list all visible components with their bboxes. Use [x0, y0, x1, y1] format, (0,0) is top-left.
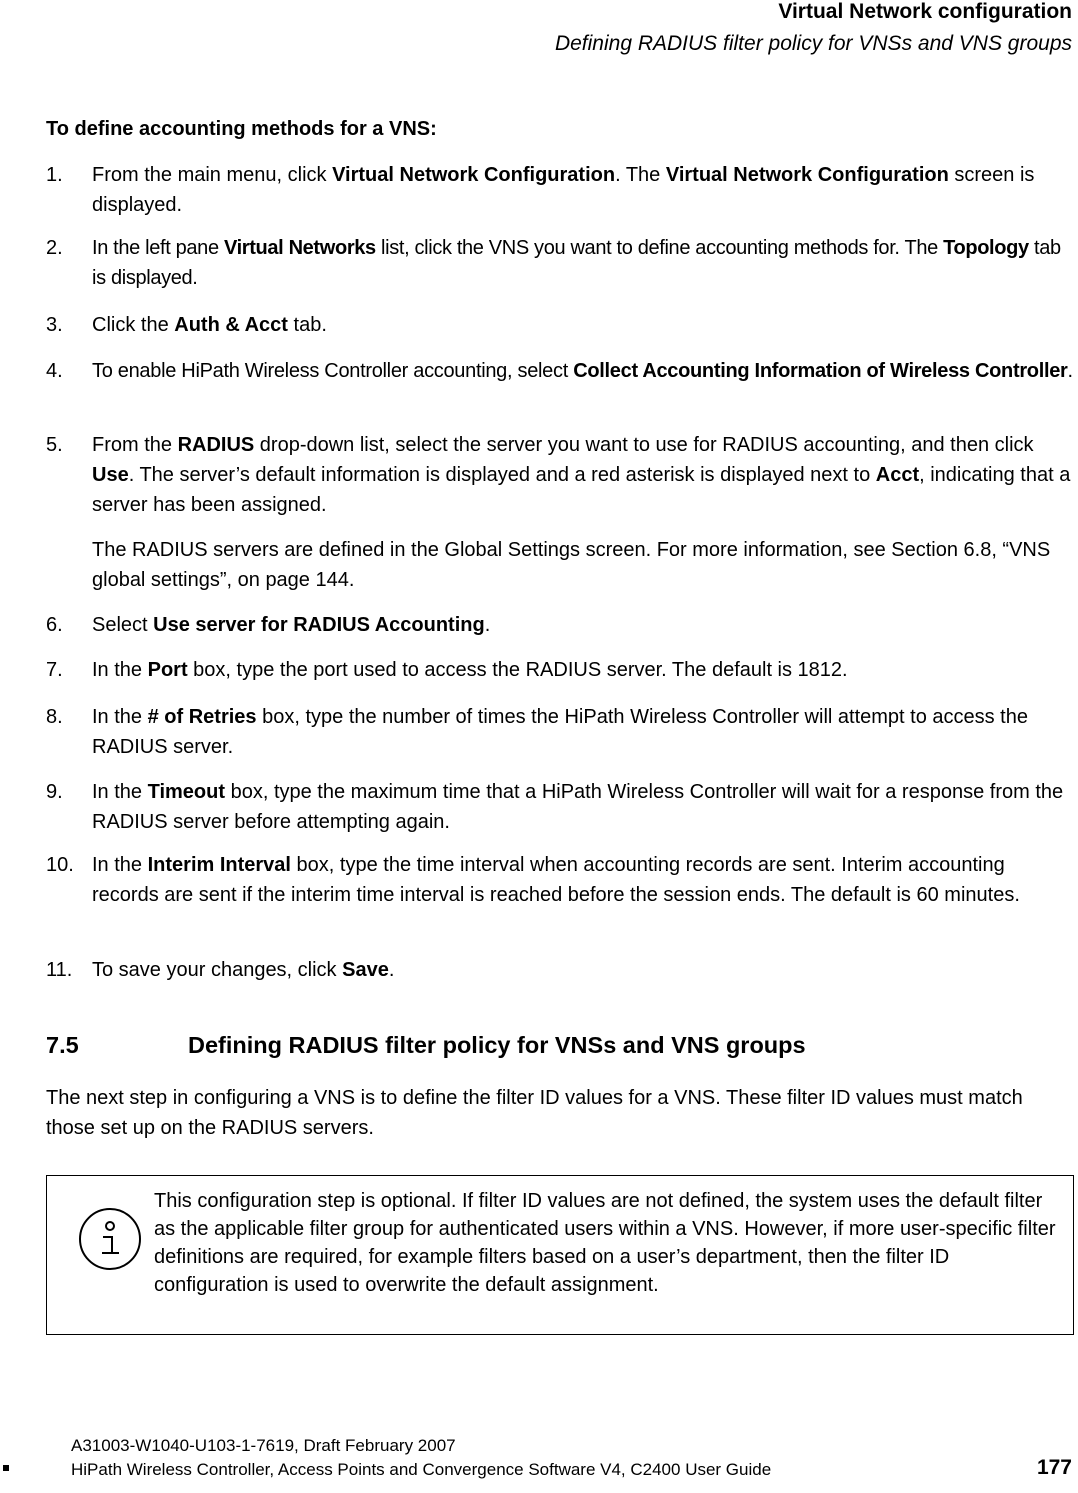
procedure-title: To define accounting methods for a VNS:: [46, 118, 437, 140]
step-number: 6.: [46, 614, 63, 636]
info-note-icon: [77, 1206, 143, 1272]
step-text: In the Timeout box, type the maximum time that a HiPath Wireless Controller will wait for a response from the RADIUS server before attempting again.: [92, 781, 1064, 833]
step-5-note-paragraph: The RADIUS servers are defined in the Global Settings screen. For more information, see Section 6.8, “VNS global settings”, on page 144.: [92, 539, 1051, 591]
footer-marker: [3, 1465, 9, 1471]
step-number: 4.: [46, 360, 63, 382]
step-text: Select Use server for RADIUS Accounting.: [92, 614, 491, 636]
section-title: Defining RADIUS filter policy for VNSs and VNS groups: [188, 1032, 806, 1058]
header-title: Virtual Network configuration: [778, 0, 1072, 23]
step-text: In the # of Retries box, type the number of times the HiPath Wireless Controller will attempt to access the RADIUS server.: [92, 706, 1028, 758]
section-intro: The next step in configuring a VNS is to define the filter ID values for a VNS. These filter ID values must match those set up on the RADIUS servers.: [46, 1087, 1023, 1139]
note-box: [46, 1175, 1074, 1335]
page-number: 177: [1036, 1456, 1072, 1479]
step-text: In the Interim Interval box, type the time interval when accounting records are sent. Interim accounting records are sent if the interim time interval is reached before the session ends. The default is 60 minutes.: [92, 854, 1020, 906]
note-text: This configuration step is optional. If filter ID values are not defined, the system uses the default filter as the applicable filter group for authenticated users within a VNS. However, if more user-specific filter definitions are required, for example filters based on a user’s department, then the filter ID configuration is used to overwrite the default assignment.: [154, 1190, 1056, 1296]
section-number: 7.5: [46, 1032, 79, 1058]
step-number: 5.: [46, 434, 63, 456]
step-number: 1.: [46, 164, 63, 186]
step-text: To save your changes, click Save.: [92, 959, 395, 981]
step-number: 9.: [46, 781, 63, 803]
step-text: From the main menu, click Virtual Network Configuration. The Virtual Network Configuration screen is displayed.: [92, 164, 1035, 216]
step-number: 7.: [46, 659, 63, 681]
step-number: 8.: [46, 706, 63, 728]
step-number: 10.: [46, 854, 74, 876]
step-number: 3.: [46, 314, 63, 336]
footer-doc-id: A31003-W1040-U103-1-7619, Draft February 2007: [71, 1436, 456, 1455]
step-text: From the RADIUS drop-down list, select the server you want to use for RADIUS accounting, and then click Use. The server’s default information is displayed and a red asterisk is displayed next to Acct, indicating that a server has been assigned.: [92, 434, 1071, 516]
step-text: In the left pane Virtual Networks list, click the VNS you want to define accounting methods for. The Topology tab is displayed.: [92, 237, 1061, 289]
step-number: 11.: [46, 959, 73, 981]
step-text: To enable HiPath Wireless Controller accounting, select Collect Accounting Information of Wireless Controller.: [92, 360, 1073, 382]
step-text: Click the Auth & Acct tab.: [92, 314, 327, 336]
step-number: 2.: [46, 237, 63, 259]
footer-doc-title: HiPath Wireless Controller, Access Points and Convergence Software V4, C2400 User Guide: [71, 1460, 772, 1479]
step-text: In the Port box, type the port used to access the RADIUS server. The default is 1812.: [92, 659, 848, 681]
header-subtitle: Defining RADIUS filter policy for VNSs and VNS groups: [554, 32, 1072, 55]
